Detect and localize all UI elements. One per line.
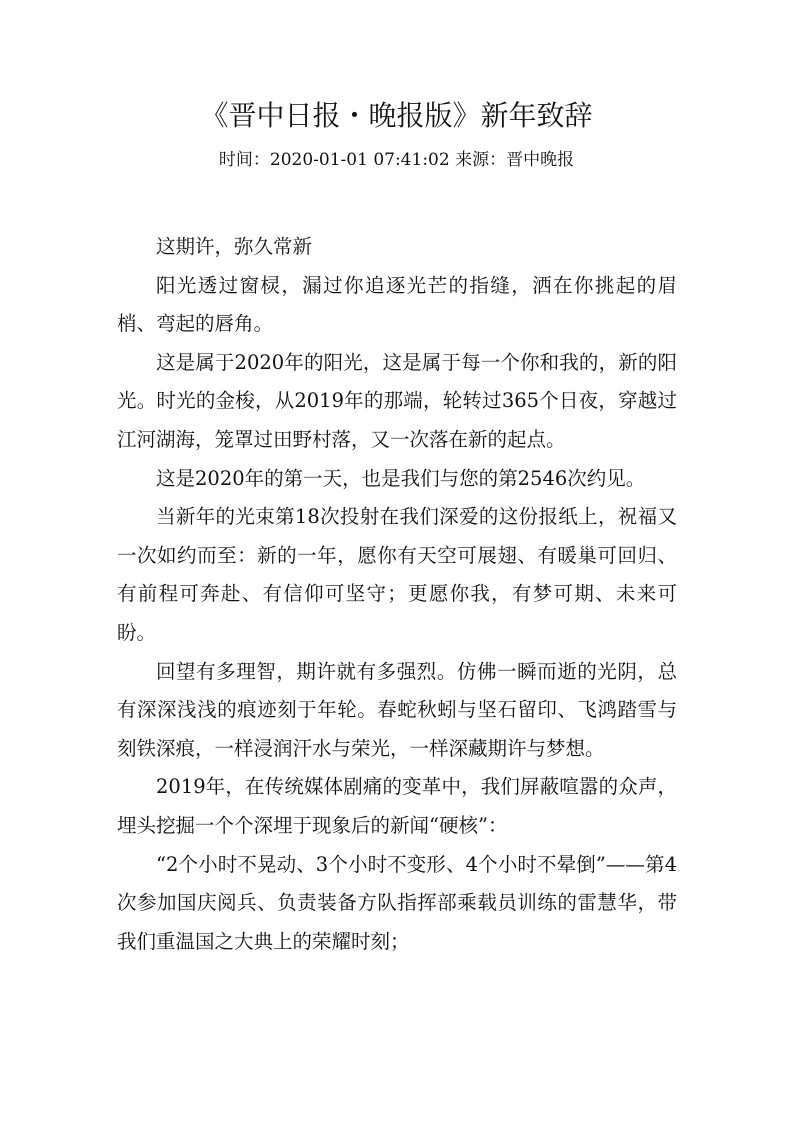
- paragraph: 当新年的光束第18次投射在我们深爱的这份报纸上，祝福又一次如约而至：新的一年，愿你有天空可展翅、有暖巢可回归、有前程可奔赴、有信仰可坚守；更愿你我，有梦可期、未来可盼。: [117, 505, 677, 644]
- article-body: [117, 228, 677, 961]
- paragraph: 2019年，在传统媒体剧痛的变革中，我们屏蔽喧嚣的众声，埋头挖掘一个个深埋于现象后的新闻“硬核”：: [117, 775, 677, 837]
- paragraph: 阳光透过窗棂，漏过你追逐光芒的指缝，洒在你挑起的眉梢、弯起的唇角。: [117, 273, 677, 336]
- article-meta: [0, 148, 793, 172]
- paragraph: 回望有多理智，期许就有多强烈。仿佛一瞬而逝的光阴，总有深深浅浅的痕迹刻于年轮。春蛇秋蚓与坚石留印、飞鸿踏雪与刻铁深痕，一样浸润汗水与荣光，一样深藏期许与梦想。: [117, 659, 677, 760]
- time-label: 时间：: [218, 150, 270, 170]
- time-value: 2020-01-01 07:41:02: [269, 150, 450, 170]
- article-title: 《晋中日报・晚报版》新年致辞: [200, 99, 593, 132]
- source-value: 晋中晚报: [506, 150, 575, 170]
- source-label: 来源：: [455, 150, 507, 170]
- paragraph: 这是属于2020年的阳光，这是属于每一个你和我的，新的阳光。时光的金梭，从2019年的那端，轮转过365个日夜，穿越过江河湖海，笼罩过田野村落，又一次落在新的起点。: [117, 350, 677, 451]
- paragraph: “2个小时不晃动、3个小时不变形、4个小时不晕倒”——第4次参加国庆阅兵、负责装备方队指挥部乘载员训练的雷慧华，带我们重温国之大典上的荣耀时刻；: [117, 852, 677, 953]
- paragraph: 这是2020年的第一天，也是我们与您的第2546次约见。: [156, 466, 646, 490]
- paragraph: 这期许，弥久常新: [156, 235, 313, 258]
